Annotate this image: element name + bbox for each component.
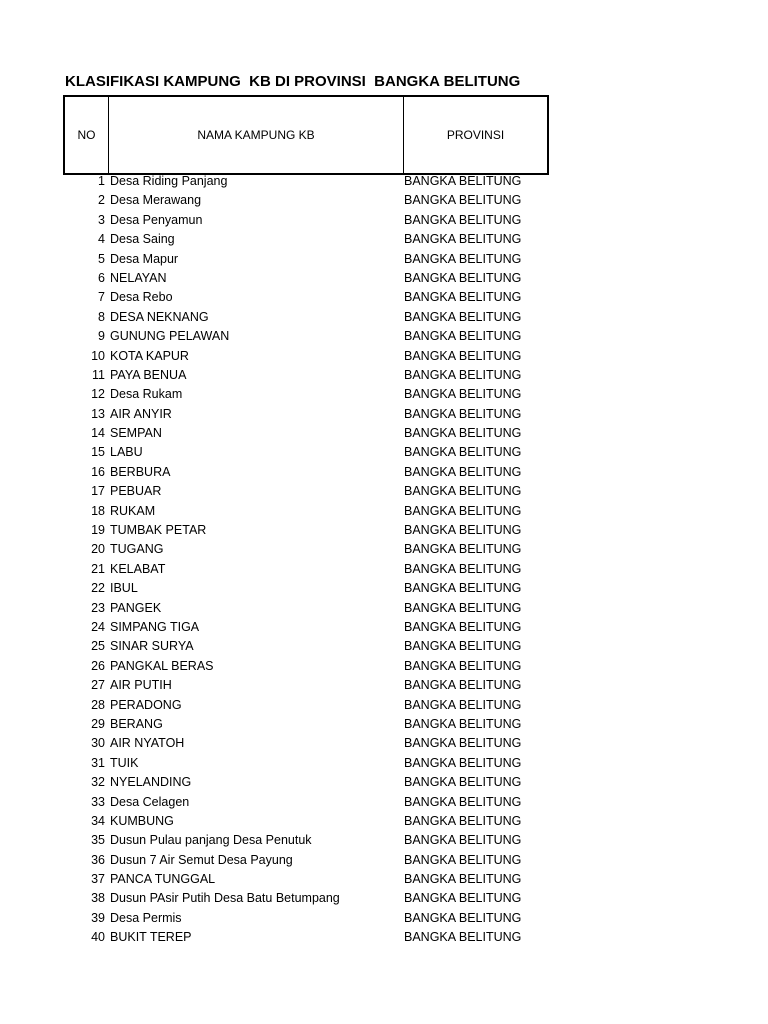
province-name: BANGKA BELITUNG (404, 270, 522, 285)
row-number: 35 (91, 833, 105, 848)
table-row (0, 637, 768, 656)
province-name: BANGKA BELITUNG (404, 639, 522, 654)
province-name: BANGKA BELITUNG (404, 619, 522, 634)
kampung-name: SIMPANG TIGA (110, 619, 200, 634)
row-number: 32 (91, 775, 105, 790)
province-name: BANGKA BELITUNG (404, 755, 522, 770)
row-number: 9 (98, 329, 105, 344)
table-row (0, 463, 768, 482)
row-number: 8 (98, 309, 105, 324)
kampung-name: KELABAT (110, 561, 166, 576)
row-number: 21 (91, 561, 105, 576)
province-name: BANGKA BELITUNG (404, 348, 522, 363)
row-number: 5 (98, 251, 105, 266)
kampung-name: AIR ANYIR (110, 406, 172, 421)
row-number: 10 (91, 348, 105, 363)
province-name: BANGKA BELITUNG (404, 697, 522, 712)
kampung-name: Dusun Pulau panjang Desa Penutuk (110, 833, 312, 848)
row-number: 3 (98, 212, 105, 227)
table-row (0, 502, 768, 521)
province-name: BANGKA BELITUNG (404, 387, 522, 402)
province-name: BANGKA BELITUNG (404, 426, 522, 441)
kampung-name: RUKAM (110, 503, 156, 518)
row-number: 34 (91, 813, 105, 828)
kampung-name: BERANG (110, 716, 163, 731)
province-name: BANGKA BELITUNG (404, 678, 522, 693)
row-number: 6 (98, 270, 105, 285)
kampung-name: AIR NYATOH (110, 736, 185, 751)
row-number: 22 (91, 581, 105, 596)
province-name: BANGKA BELITUNG (404, 833, 522, 848)
kampung-name: TUGANG (110, 542, 164, 557)
row-number: 24 (91, 619, 105, 634)
row-number: 25 (91, 639, 105, 654)
kampung-name: TUMBAK PETAR (110, 523, 207, 538)
kampung-name: Dusun 7 Air Semut Desa Payung (110, 852, 293, 867)
province-name: BANGKA BELITUNG (404, 309, 522, 324)
row-number: 36 (91, 852, 105, 867)
column-header-no: NO (77, 128, 96, 142)
province-name: BANGKA BELITUNG (404, 910, 522, 925)
table-row (0, 928, 768, 947)
kampung-name: NYELANDING (110, 775, 192, 790)
kampung-name: BUKIT TEREP (110, 930, 192, 945)
province-name: BANGKA BELITUNG (404, 464, 522, 479)
province-name: BANGKA BELITUNG (404, 329, 522, 344)
province-name: BANGKA BELITUNG (404, 445, 522, 460)
row-number: 19 (91, 523, 105, 538)
table-row (0, 308, 768, 327)
province-name: BANGKA BELITUNG (404, 736, 522, 751)
table-row (0, 754, 768, 773)
kampung-name: Desa Permis (110, 910, 182, 925)
table-row (0, 269, 768, 288)
row-number: 7 (98, 290, 105, 305)
province-name: BANGKA BELITUNG (404, 212, 522, 227)
table-row (0, 211, 768, 230)
page-title: KLASIFIKASI KAMPUNG KB DI PROVINSI BANGKA BELITUNG (65, 73, 521, 90)
table-row (0, 191, 768, 210)
row-number: 4 (98, 232, 105, 247)
province-name: BANGKA BELITUNG (404, 891, 522, 906)
province-name: BANGKA BELITUNG (404, 367, 522, 382)
kampung-name: KUMBUNG (110, 813, 174, 828)
province-name: BANGKA BELITUNG (404, 716, 522, 731)
table-row (0, 831, 768, 850)
table-row (0, 676, 768, 695)
table-row (0, 812, 768, 831)
kampung-name: Desa Riding Panjang (110, 174, 228, 188)
row-number: 33 (91, 794, 105, 809)
table-row (0, 715, 768, 734)
table-row (0, 250, 768, 269)
table-row (0, 172, 768, 191)
row-number: 40 (91, 930, 105, 945)
table-row (0, 889, 768, 908)
column-header-name: NAMA KAMPUNG KB (197, 128, 315, 142)
kampung-name: Desa Penyamun (110, 212, 203, 227)
kampung-name: PAYA BENUA (110, 367, 187, 382)
row-number: 11 (92, 367, 105, 382)
table-row (0, 443, 768, 462)
table-row (0, 385, 768, 404)
row-number: 12 (91, 387, 105, 402)
table-row (0, 347, 768, 366)
table-row (0, 579, 768, 598)
kampung-name: Desa Rukam (110, 387, 183, 402)
row-number: 26 (91, 658, 105, 673)
table-row (0, 327, 768, 346)
table-row (0, 773, 768, 792)
table-row (0, 599, 768, 618)
table-row (0, 851, 768, 870)
kampung-name: Desa Saing (110, 232, 175, 247)
table-row (0, 657, 768, 676)
row-number: 23 (91, 600, 105, 615)
province-name: BANGKA BELITUNG (404, 193, 522, 208)
kampung-name: SINAR SURYA (110, 639, 194, 654)
table-body (0, 172, 768, 948)
row-number: 18 (91, 503, 105, 518)
province-name: BANGKA BELITUNG (404, 503, 522, 518)
province-name: BANGKA BELITUNG (404, 581, 522, 596)
row-number: 39 (91, 910, 105, 925)
province-name: BANGKA BELITUNG (404, 406, 522, 421)
table-row (0, 909, 768, 928)
row-number: 1 (98, 174, 105, 188)
province-name: BANGKA BELITUNG (404, 775, 522, 790)
row-number: 27 (91, 678, 105, 693)
kampung-name: PEBUAR (110, 484, 162, 499)
table-row (0, 366, 768, 385)
table-row (0, 870, 768, 889)
province-name: BANGKA BELITUNG (404, 658, 522, 673)
kampung-name: KOTA KAPUR (110, 348, 189, 363)
table-row (0, 696, 768, 715)
row-number: 13 (91, 406, 105, 421)
column-header-province: PROVINSI (446, 128, 505, 142)
table-row (0, 288, 768, 307)
table-header (63, 95, 549, 175)
row-number: 37 (91, 872, 105, 887)
kampung-name: IBUL (110, 581, 138, 596)
province-name: BANGKA BELITUNG (404, 484, 522, 499)
row-number: 16 (91, 464, 105, 479)
row-number: 2 (98, 193, 105, 208)
row-number: 28 (91, 697, 105, 712)
table-row (0, 540, 768, 559)
row-number: 17 (91, 484, 105, 499)
table-row (0, 618, 768, 637)
kampung-name: Dusun PAsir Putih Desa Batu Betumpang (110, 891, 340, 906)
kampung-name: PANGEK (110, 600, 162, 615)
province-name: BANGKA BELITUNG (404, 232, 522, 247)
province-name: BANGKA BELITUNG (404, 852, 522, 867)
table-row (0, 230, 768, 249)
table-row (0, 424, 768, 443)
kampung-name: PERADONG (110, 697, 182, 712)
kampung-name: Desa Mapur (110, 251, 179, 266)
kampung-name: GUNUNG PELAWAN (110, 329, 230, 344)
table-row (0, 405, 768, 424)
table-row (0, 793, 768, 812)
kampung-name: NELAYAN (110, 270, 167, 285)
table-row (0, 482, 768, 501)
province-name: BANGKA BELITUNG (404, 930, 522, 945)
row-number: 20 (91, 542, 105, 557)
row-number: 31 (91, 755, 105, 770)
kampung-name: LABU (110, 445, 143, 460)
kampung-name: SEMPAN (110, 426, 162, 441)
table-row (0, 521, 768, 540)
table-row (0, 734, 768, 753)
province-name: BANGKA BELITUNG (404, 794, 522, 809)
table-row (0, 560, 768, 579)
province-name: BANGKA BELITUNG (404, 174, 522, 188)
row-number: 30 (91, 736, 105, 751)
row-number: 15 (91, 445, 105, 460)
kampung-name: TUIK (110, 755, 139, 770)
kampung-name: Desa Celagen (110, 794, 190, 809)
province-name: BANGKA BELITUNG (404, 561, 522, 576)
kampung-name: Desa Merawang (110, 193, 202, 208)
row-number: 38 (91, 891, 105, 906)
province-name: BANGKA BELITUNG (404, 872, 522, 887)
kampung-name: Desa Rebo (110, 290, 173, 305)
province-name: BANGKA BELITUNG (404, 251, 522, 266)
row-number: 14 (91, 426, 105, 441)
kampung-name: BERBURA (110, 464, 171, 479)
row-number: 29 (91, 716, 105, 731)
province-name: BANGKA BELITUNG (404, 523, 522, 538)
kampung-name: PANCA TUNGGAL (110, 872, 216, 887)
province-name: BANGKA BELITUNG (404, 600, 522, 615)
kampung-name: DESA NEKNANG (110, 309, 209, 324)
province-name: BANGKA BELITUNG (404, 542, 522, 557)
province-name: BANGKA BELITUNG (404, 290, 522, 305)
kampung-name: AIR PUTIH (110, 678, 172, 693)
province-name: BANGKA BELITUNG (404, 813, 522, 828)
kampung-name: PANGKAL BERAS (110, 658, 214, 673)
